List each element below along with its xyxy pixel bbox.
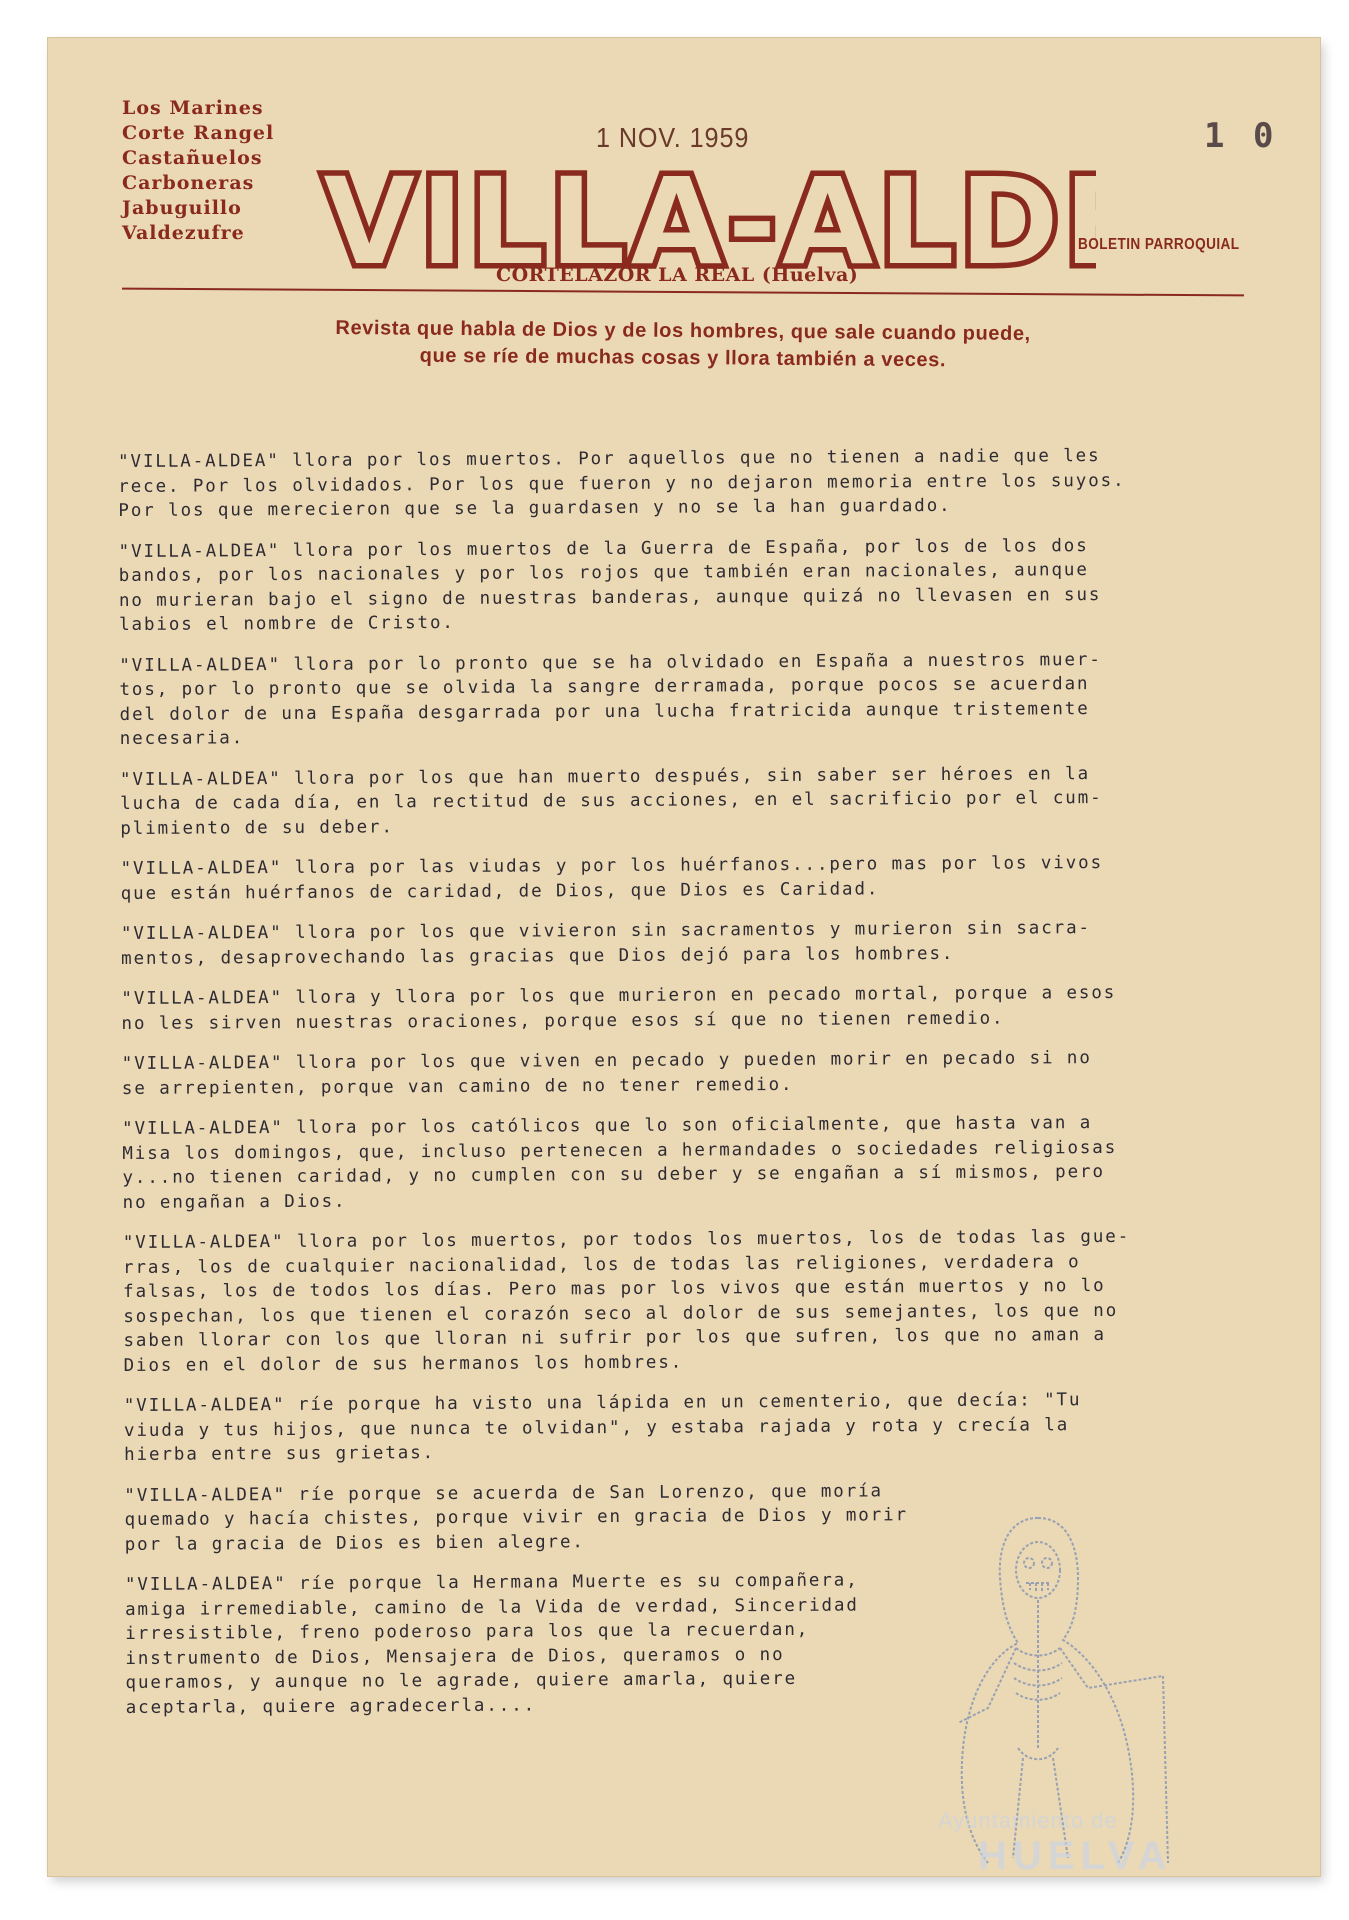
village-name: Castañuelos: [122, 147, 263, 169]
newsletter-page: [48, 38, 1320, 1876]
issue-number: 1 0: [1204, 116, 1278, 156]
paragraph: "VILLA-ALDEA" ríe porque ha visto una lápida en un cementerio, que decía: "Tu viuda y tus hijos, que nunca te olvidan", y estaba rajada y rota y crecía la hierba entre sus grietas.: [123, 1390, 1082, 1465]
village-name: Carboneras: [122, 172, 255, 194]
paragraph: "VILLA-ALDEA" llora por los que han muerto después, sin saber ser héroes en la lucha de cada día, en la rectitud de sus acciones, en el sacrificio por el cum- plimiento de su deber.: [119, 763, 1103, 839]
village-name: Corte Rangel: [122, 122, 275, 144]
paragraph: "VILLA-ALDEA" llora por los que vivieron sin sacramentos y murieron sin sacra- mentos, desaprovechando las gracias que Dios dejó para los hombres.: [120, 918, 1091, 969]
bulletin-subtitle: BOLETIN PARROQUIAL: [1078, 236, 1240, 253]
date-stamp: 1 NOV. 1959: [596, 122, 750, 153]
location-line: CORTELAZOR LA REAL (Huelva): [496, 264, 859, 286]
motto-line: que se ríe de muchas cosas y llora también a veces.: [419, 344, 947, 372]
paragraph: "VILLA-ALDEA" ríe porque la Hermana Muerte es su compañera, amiga irremediable, camino de la Vida de verdad, Sinceridad irresistible, freno poderoso para los que la recuerdan, instrumento de Dios, Mensajera de Dios, queramos o no queramos, y aunque no le agrade, quiere amarla, quiere aceptarla, quiere agradecerla....: [124, 1570, 859, 1718]
paragraph: "VILLA-ALDEA" llora por las viudas y por los huérfanos...pero mas por los vivos que están huérfanos de caridad, de Dios, que Dios es Caridad.: [120, 852, 1104, 904]
village-name: Valdezufre: [122, 222, 245, 244]
paragraph: "VILLA-ALDEA" llora por los que viven en pecado y pueden morir en pecado si no se arrepienten, porque van camino de no tener remedio.: [121, 1048, 1092, 1099]
motto-line: Revista que habla de Dios y de los hombres, que sale cuando puede,: [335, 316, 1031, 346]
paragraph: "VILLA-ALDEA" llora por los muertos. Por aquellos que no tienen a nadie que les rece. Por los olvidados. Por los que fueron y no dejaron memoria entre los suyos. Por los que merecieron que se la guardasen y no se la han guardado.: [118, 445, 1126, 521]
masthead-title-outline: VILLA-ALD: [322, 151, 1063, 286]
paragraph: "VILLA-ALDEA" llora por los muertos de la Guerra de España, por los de los dos bandos, por los nacionales y por los rojos que también eran nacionales, aunque no murieran bajo el signo de nuestras banderas, aunque quizá no llevasen en sus labios el nombre de Cristo.: [118, 535, 1102, 635]
village-name: Jabuguillo: [122, 197, 242, 219]
watermark-line: HUELVA: [978, 1834, 1173, 1876]
paragraph: "VILLA-ALDEA" llora por lo pronto que se ha olvidado en España a nuestros muer- tos, por lo pronto que se olvida la sangre derramada, porque pocos se acuerdan del dolor de una España desgarrada por una lucha fratricida aunque tristemente necesaria.: [119, 649, 1102, 749]
village-name: Los Marines: [122, 97, 264, 119]
archive-watermark: [938, 1808, 1288, 1876]
paragraph: "VILLA-ALDEA" llora por los católicos que lo son oficialmente, que hasta van a Misa los domingos, que, incluso pertenecen a hermandades o sociedades religiosas y...no tienen caridad, y no cumplen con su deber y se engañan a sí mismos, pero no engañan a Dios.: [122, 1113, 1118, 1213]
paragraph: "VILLA-ALDEA" llora por los muertos, por todos los muertos, los de todas las gue- rras, los de cualquier nacionalidad, los de todas las religiones, verdadera o falsas, los de todos los días. Pero mas por los vivos que están muertos y no lo sospechan, los que tienen el corazón seco al dolor de sus semejantes, los que no saben llorar con los que lloran ni sufrir por los que sufren, los que no aman a Dios en el dolor de sus hermanos los hombres.: [122, 1226, 1131, 1376]
paragraph: "VILLA-ALDEA" ríe porque se acuerda de San Lorenzo, que moría quemado y hacía chistes, porque vivir en gracia de Dios y morir por la gracia de Dios es bien alegre.: [124, 1480, 909, 1555]
village-list: [122, 96, 274, 246]
watermark-line: Ayuntamiento de: [938, 1808, 1118, 1833]
paragraph: "VILLA-ALDEA" llora y llora por los que murieron en pecado mortal, porque a esos no les sirven nuestras oraciones, porque esos sí que no tienen remedio.: [121, 982, 1117, 1034]
header-divider: [122, 288, 1244, 297]
masthead-title-text: VILLA-ALD: [322, 151, 1063, 286]
motto: [128, 313, 1238, 377]
